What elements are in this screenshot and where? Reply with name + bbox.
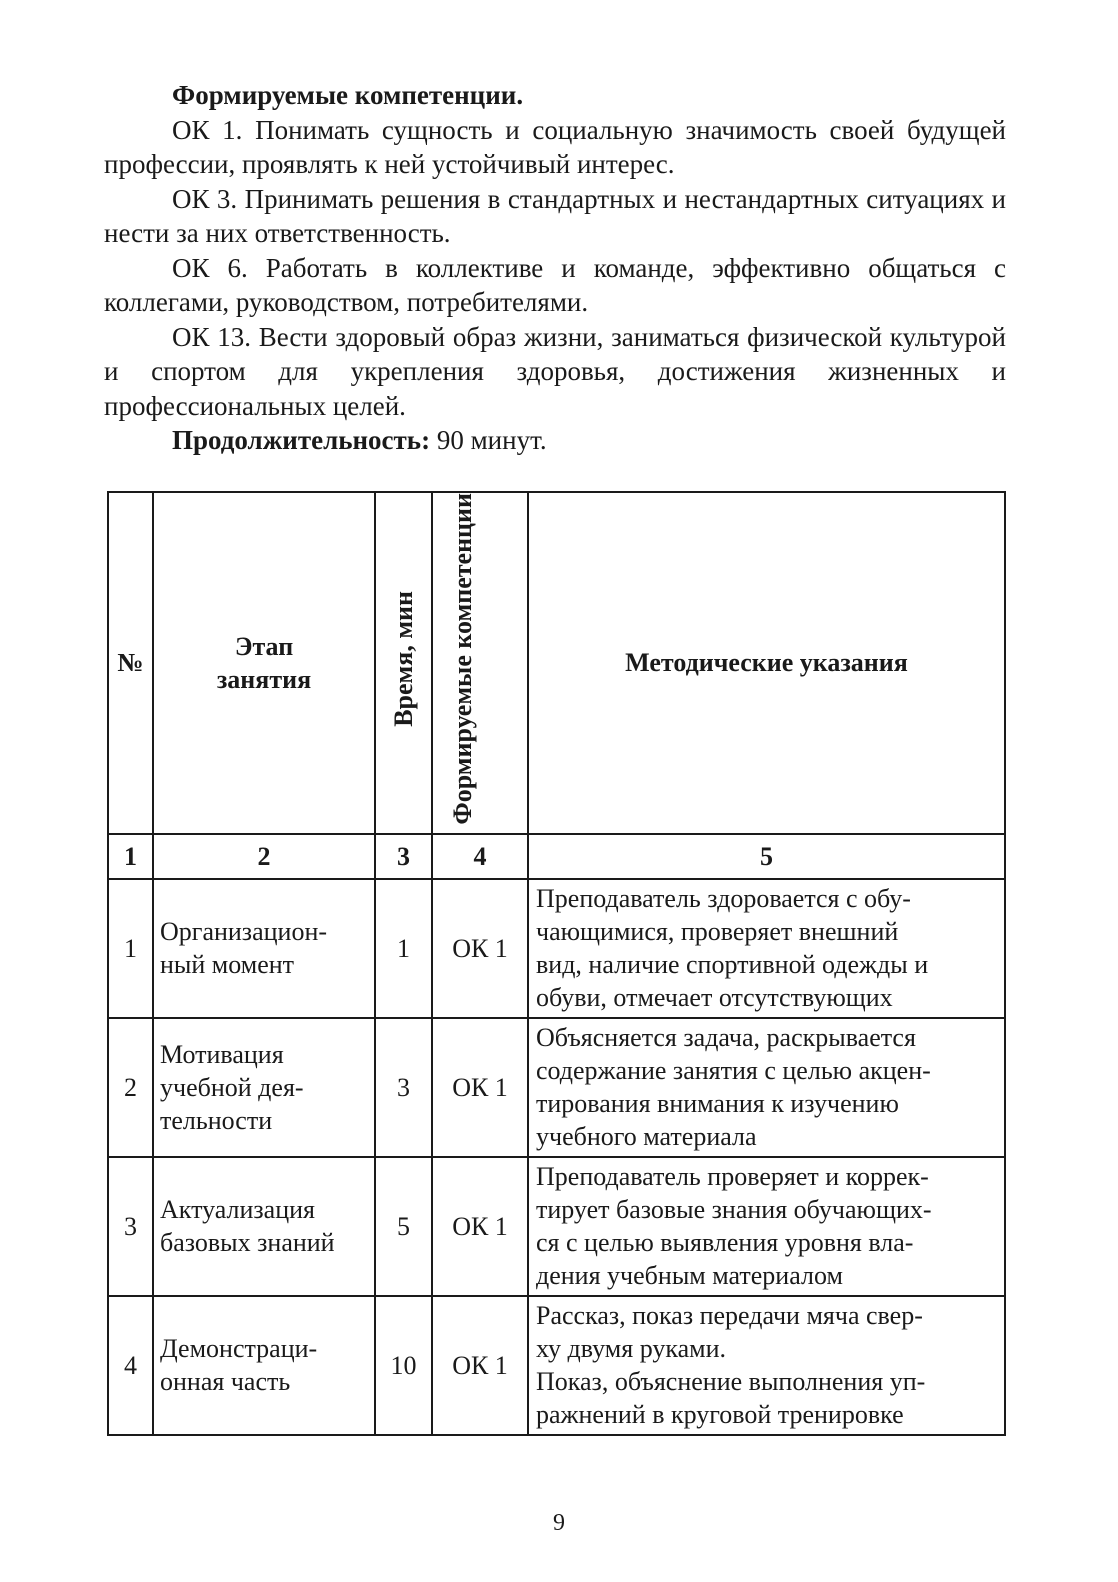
table-row bbox=[108, 1296, 1005, 1435]
competency-ok1: ОК 1. Понимать сущность и социальную значимость своей будущей профессии, проявлять к ней устойчивый интерес. bbox=[104, 114, 1006, 179]
row-number: 4 bbox=[108, 1296, 153, 1435]
table-row bbox=[108, 879, 1005, 1018]
row-notes bbox=[528, 1157, 1005, 1296]
duration-value: 90 минут. bbox=[430, 425, 547, 455]
row-notes bbox=[528, 1296, 1005, 1435]
intro-text bbox=[104, 78, 1006, 458]
header-num: № bbox=[108, 492, 153, 834]
table-body bbox=[108, 879, 1005, 1435]
stage-line: онная часть bbox=[160, 1367, 291, 1397]
row-competency: ОК 1 bbox=[432, 879, 528, 1018]
note-line: ражнений в круговой тренировке bbox=[536, 1400, 904, 1430]
note-line: чающимися, проверяет внешний bbox=[536, 917, 899, 947]
stage-line: Актуализация bbox=[160, 1195, 315, 1225]
table-row bbox=[108, 1018, 1005, 1157]
row-notes bbox=[528, 1018, 1005, 1157]
table-header-row bbox=[108, 492, 1005, 834]
header-time: Время, мин bbox=[375, 492, 432, 834]
column-number: 1 bbox=[108, 834, 153, 879]
note-line: тирует базовые знания обучающих- bbox=[536, 1195, 932, 1225]
row-notes bbox=[528, 879, 1005, 1018]
competencies-heading: Формируемые компетенции. bbox=[172, 80, 524, 110]
note-line: Преподаватель здоровается с обу- bbox=[536, 884, 911, 914]
lesson-table bbox=[107, 491, 1006, 1436]
row-time: 10 bbox=[375, 1296, 432, 1435]
note-line: Преподаватель проверяет и коррек- bbox=[536, 1162, 929, 1192]
row-number: 3 bbox=[108, 1157, 153, 1296]
row-number: 2 bbox=[108, 1018, 153, 1157]
note-line: вид, наличие спортивной одежды и bbox=[536, 950, 929, 980]
note-line: ся с целью выявления уровня вла- bbox=[536, 1228, 914, 1258]
note-line: Объясняется задача, раскрывается bbox=[536, 1023, 916, 1053]
stage-line: базовых знаний bbox=[160, 1228, 335, 1258]
note-line: тирования внимания к изучению bbox=[536, 1089, 899, 1119]
row-stage bbox=[153, 1296, 375, 1435]
row-competency: ОК 1 bbox=[432, 1157, 528, 1296]
row-stage bbox=[153, 1018, 375, 1157]
header-notes: Методические указания bbox=[528, 492, 1005, 834]
note-line: Показ, объяснение выполнения уп- bbox=[536, 1367, 926, 1397]
stage-line: Организацион- bbox=[160, 917, 328, 947]
column-number: 3 bbox=[375, 834, 432, 879]
column-number: 2 bbox=[153, 834, 375, 879]
row-stage bbox=[153, 879, 375, 1018]
stage-line: тельности bbox=[160, 1105, 273, 1135]
stage-line: Мотивация bbox=[160, 1039, 284, 1069]
row-time: 5 bbox=[375, 1157, 432, 1296]
row-competency: ОК 1 bbox=[432, 1018, 528, 1157]
column-number: 4 bbox=[432, 834, 528, 879]
column-number-row bbox=[108, 834, 1005, 879]
competency-ok3: ОК 3. Принимать решения в стандартных и нестандартных ситуациях и нести за них ответственность. bbox=[104, 183, 1006, 248]
note-line: ху двумя руками. bbox=[536, 1334, 726, 1364]
row-number: 1 bbox=[108, 879, 153, 1018]
row-competency: ОК 1 bbox=[432, 1296, 528, 1435]
competency-ok6: ОК 6. Работать в коллективе и команде, эффективно общаться с коллегами, руководством, потребителями. bbox=[104, 252, 1006, 317]
row-time: 1 bbox=[375, 879, 432, 1018]
note-line: учебного материала bbox=[536, 1122, 757, 1152]
page-number: 9 bbox=[553, 1510, 565, 1536]
duration-label: Продолжительность: bbox=[172, 425, 431, 455]
stage-line: ный момент bbox=[160, 950, 295, 980]
column-number: 5 bbox=[528, 834, 1005, 879]
row-time: 3 bbox=[375, 1018, 432, 1157]
header-competencies: Формируемые компетенции bbox=[432, 492, 528, 834]
note-line: обуви, отмечает отсутствующих bbox=[536, 983, 893, 1013]
header-stage: Этап занятия bbox=[153, 492, 375, 834]
note-line: содержание занятия с целью акцен- bbox=[536, 1056, 931, 1086]
duration-line bbox=[104, 423, 1006, 458]
row-stage bbox=[153, 1157, 375, 1296]
stage-line: учебной дея- bbox=[160, 1072, 304, 1102]
stage-line: Демонстраци- bbox=[160, 1334, 318, 1364]
competency-ok13: ОК 13. Вести здоровый образ жизни, заниматься физической культурой и спортом для укрепления здоровья, достижения жизненных и профессиональных целей. bbox=[104, 321, 1006, 421]
note-line: дения учебным материалом bbox=[536, 1261, 843, 1291]
note-line: Рассказ, показ передачи мяча свер- bbox=[536, 1301, 923, 1331]
table-row bbox=[108, 1157, 1005, 1296]
